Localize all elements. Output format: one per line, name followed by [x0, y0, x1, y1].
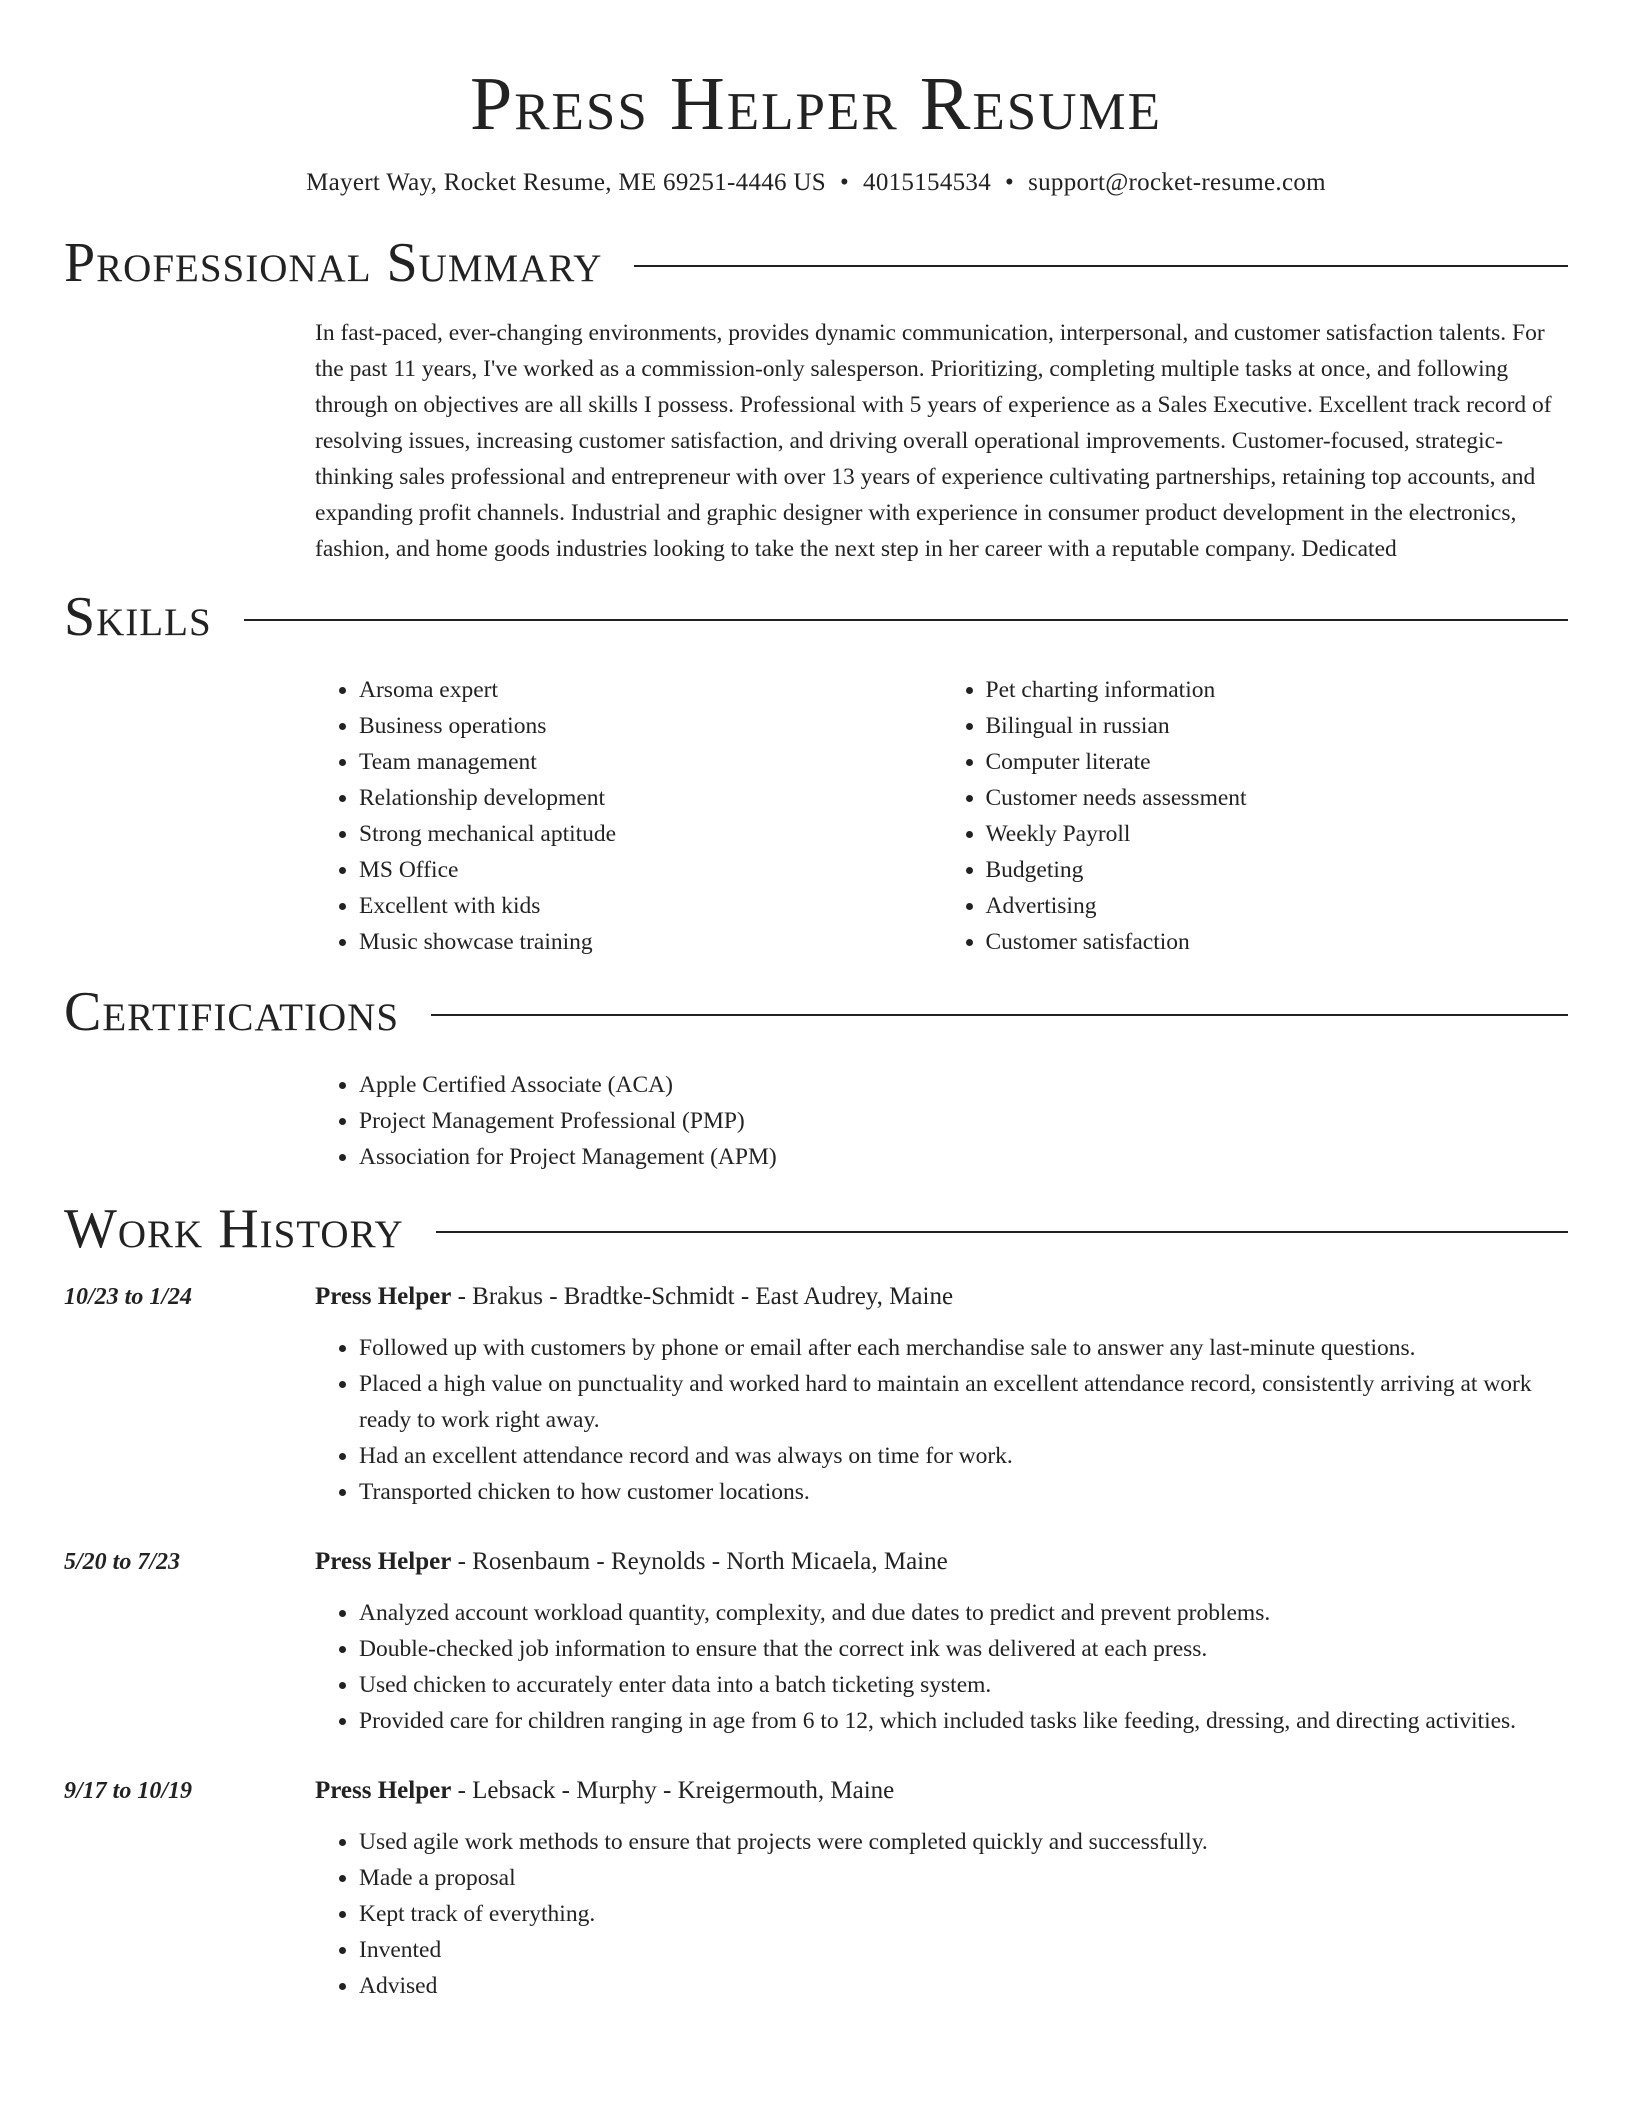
skill-item: • Relationship development [359, 780, 942, 816]
section-divider [436, 1231, 1568, 1233]
job-detail [315, 1279, 1568, 1510]
skill-item: • Pet charting information [986, 672, 1569, 708]
job-duty: • Double-checked job information to ensure that the correct ink was delivered at each press. [359, 1631, 1568, 1667]
contact-separator: • [839, 169, 850, 196]
certification-item: • Association for Project Management (APM) [359, 1139, 1568, 1175]
certifications-section [315, 1067, 1568, 1175]
skills-column-left [315, 672, 942, 960]
skill-item: • Bilingual in russian [986, 708, 1569, 744]
job-duties [315, 1330, 1568, 1510]
phone: 4015154534 [863, 169, 992, 196]
job-duty: • Kept track of everything. [359, 1896, 1568, 1932]
job-title: Press Helper [315, 1548, 452, 1575]
email: support@rocket-resume.com [1028, 169, 1326, 196]
section-divider [634, 265, 1568, 267]
summary-heading: Professional Summary [64, 232, 603, 294]
section-divider [244, 619, 1568, 621]
skill-item: • Computer literate [986, 744, 1569, 780]
job-duty: • Analyzed account workload quantity, complexity, and due dates to predict and prevent problems. [359, 1595, 1568, 1631]
job-duty: • Placed a high value on punctuality and worked hard to maintain an excellent attendance record, consistently arriving at work ready to work right away. [359, 1366, 1568, 1438]
summary-section-header [64, 231, 1568, 295]
job-dates: 5/20 to 7/23 [64, 1549, 181, 1575]
job-duty: • Transported chicken to how customer locations. [359, 1474, 1568, 1510]
contact-line [64, 166, 1568, 200]
skill-item: • Music showcase training [359, 924, 942, 960]
skill-item: • Business operations [359, 708, 942, 744]
job-title-line [315, 1544, 1568, 1580]
job-title: Press Helper [315, 1777, 452, 1804]
job-entry [64, 1544, 1568, 1739]
certifications-section-header [64, 980, 1568, 1044]
summary-section [315, 315, 1568, 567]
job-duties [315, 1595, 1568, 1739]
job-entry [64, 1279, 1568, 1510]
skills-section-header [64, 585, 1568, 649]
skill-item: • Team management [359, 744, 942, 780]
job-duty: • Provided care for children ranging in age from 6 to 12, which included tasks like feeding, dressing, and directing activities. [359, 1703, 1568, 1739]
job-duty: • Used agile work methods to ensure that projects were completed quickly and successfully. [359, 1824, 1568, 1860]
job-dates: 9/17 to 10/19 [64, 1778, 193, 1804]
job-employer: - Brakus - Bradtke-Schmidt - East Audrey, Maine [451, 1283, 954, 1310]
address: Mayert Way, Rocket Resume, ME 69251-4446 US [306, 169, 826, 196]
job-entry [64, 1773, 1568, 2004]
job-duty: • Invented [359, 1932, 1568, 1968]
skill-item: • Customer satisfaction [986, 924, 1569, 960]
job-duty: • Followed up with customers by phone or email after each merchandise sale to answer any last-minute questions. [359, 1330, 1568, 1366]
certification-item: • Apple Certified Associate (ACA) [359, 1067, 1568, 1103]
skills-list [315, 672, 1568, 960]
summary-text: In fast-paced, ever-changing environments, provides dynamic communication, interpersonal, and customer satisfaction talents. For the past 11 years, I've worked as a commission-only salesperson. Prioritizing, completing multiple tasks at once, and following through on objectives are all skills I possess. Professional with 5 years of experience as a Sales Executive. Excellent track record of resolving issues, increasing customer satisfaction, and driving overall operational improvements. Customer-focused, strategic-thinking sales professional and entrepreneur with over 13 years of experience cultivating partnerships, retaining top accounts, and expanding profit channels. Industrial and graphic designer with experience in consumer product development in the electronics, fashion, and home goods industries looking to take the next step in her career with a reputable company. Dedicated [315, 320, 1552, 562]
skill-item: • Excellent with kids [359, 888, 942, 924]
work-history-section-header [64, 1197, 1568, 1261]
job-employer: - Lebsack - Murphy - Kreigermouth, Maine [451, 1777, 895, 1804]
job-duties [315, 1824, 1568, 2004]
job-duty: • Had an excellent attendance record and was always on time for work. [359, 1438, 1568, 1474]
job-duty: • Advised [359, 1968, 1568, 2004]
job-detail [315, 1544, 1568, 1739]
job-detail [315, 1773, 1568, 2004]
resume-title: Press Helper Resume [469, 62, 1163, 146]
certifications-list [315, 1067, 1568, 1175]
job-employer: - Rosenbaum - Reynolds - North Micaela, Maine [451, 1548, 948, 1575]
skill-item: • MS Office [359, 852, 942, 888]
skill-item: • Arsoma expert [359, 672, 942, 708]
job-dates: 10/23 to 1/24 [64, 1284, 193, 1310]
skill-item: • Advertising [986, 888, 1569, 924]
job-duty: • Used chicken to accurately enter data into a batch ticketing system. [359, 1667, 1568, 1703]
certifications-heading: Certifications [64, 981, 400, 1043]
skill-item: • Strong mechanical aptitude [359, 816, 942, 852]
skills-heading: Skills [64, 586, 212, 648]
job-title: Press Helper [315, 1283, 452, 1310]
job-duty: • Made a proposal [359, 1860, 1568, 1896]
certification-item: • Project Management Professional (PMP) [359, 1103, 1568, 1139]
job-title-line [315, 1279, 1568, 1315]
skill-item: • Customer needs assessment [986, 780, 1569, 816]
job-title-line [315, 1773, 1568, 1809]
section-divider [431, 1014, 1568, 1016]
contact-separator: • [1005, 169, 1015, 196]
skills-column-right [942, 672, 1569, 960]
skill-item: • Weekly Payroll [986, 816, 1569, 852]
work-history-heading: Work History [64, 1198, 404, 1260]
skill-item: • Budgeting [986, 852, 1569, 888]
